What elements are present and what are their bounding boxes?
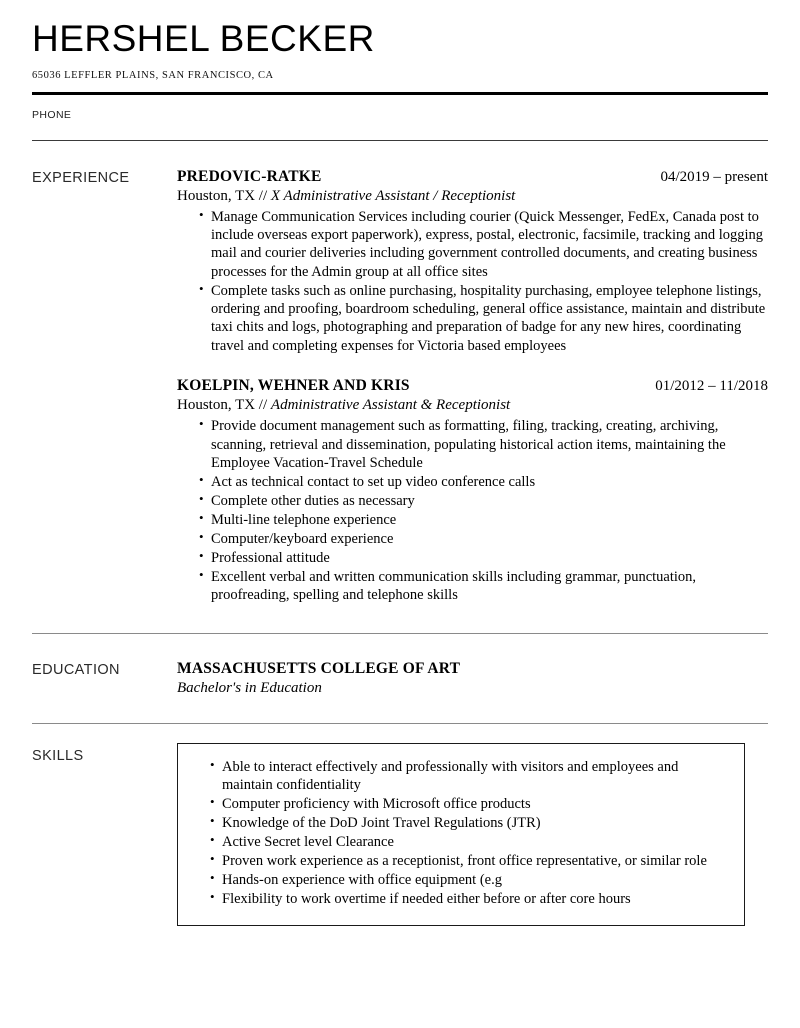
experience-section-label: EXPERIENCE [32, 169, 130, 186]
job-company: PREDOVIC-RATKE [177, 167, 322, 185]
job-bullet: • Computer/keyboard experience [199, 530, 768, 548]
job-dates: 04/2019 – present [660, 168, 768, 185]
job-bullet: • Excellent verbal and written communication skills including grammar, punctuation, proofreading, spelling and telephone skills [199, 568, 768, 605]
job-bullets [177, 417, 768, 604]
education-school: MASSACHUSETTS COLLEGE OF ART [177, 659, 461, 677]
job-role: X Administrative Assistant / Receptionist [270, 187, 516, 204]
job-bullet: • Provide document management such as formatting, filing, tracking, creating, archiving, scanning, retrieval and dissemination, populating historical action items, maintaining the Employee Vacation-Travel Schedule [199, 417, 768, 472]
education-entry [177, 660, 768, 697]
experience-entries [177, 168, 768, 605]
skill-item: • Active Secret level Clearance [210, 833, 728, 851]
education-section [32, 634, 768, 723]
candidate-name: HERSHEL BECKER [32, 18, 375, 59]
skill-item: • Flexibility to work overtime if needed either before or after core hours [210, 890, 728, 908]
job-bullet: • Professional attitude [199, 549, 768, 567]
job-bullets [177, 208, 768, 356]
education-entries [177, 660, 768, 697]
skill-item: • Knowledge of the DoD Joint Travel Regulations (JTR) [210, 814, 728, 832]
job-header [177, 168, 768, 186]
job-bullet: • Complete other duties as necessary [199, 492, 768, 510]
skills-body [177, 746, 768, 926]
skill-item: • Able to interact effectively and professionally with visitors and employees and maintain confidentiality [210, 758, 728, 795]
skills-box [177, 743, 745, 926]
job-dates: 01/2012 – 11/2018 [655, 378, 768, 395]
skill-item: • Hands-on experience with office equipment (e.g [210, 871, 728, 889]
job-bullet: • Complete tasks such as online purchasing, hospitality purchasing, employee telephone listings, ordering and proofing, boardroom scheduling, general office assistance, maintain and distribute taxi chits and logs, photographing and preparation of badge for any new hires, coordinating travel and completing expenses for Victoria based employees [199, 282, 768, 356]
job-company: KOELPIN, WEHNER AND KRIS [177, 377, 410, 395]
job-bullet: • Manage Communication Services including courier (Quick Messenger, FedEx, Canada post to include overseas export paperwork), express, postal, electronic, facsimile, tracking and logging mail and courier deliveries including government controlled documents, and creating business processes for the Admin group at all office sites [199, 208, 768, 282]
job-entry [177, 377, 768, 604]
skills-section [32, 724, 768, 926]
skill-item: • Proven work experience as a receptionist, front office representative, or similar role [210, 852, 728, 870]
skill-item: • Computer proficiency with Microsoft office products [210, 795, 728, 813]
phone-label: PHONE [32, 108, 72, 121]
job-header [177, 377, 768, 395]
job-role: Administrative Assistant & Receptionist [270, 397, 511, 414]
job-subtitle [177, 188, 768, 205]
skills-section-label: SKILLS [32, 747, 84, 764]
education-degree: Bachelor's in Education [177, 679, 322, 696]
experience-section [32, 141, 768, 633]
skills-list [194, 758, 728, 908]
resume-header [32, 0, 768, 81]
job-location: Houston, TX // [177, 187, 271, 204]
job-bullet: • Act as technical contact to set up video conference calls [199, 473, 768, 491]
job-subtitle [177, 397, 768, 414]
job-entry [177, 168, 768, 356]
candidate-address: 65036 LEFFLER PLAINS, SAN FRANCISCO, CA [32, 69, 274, 81]
education-section-label: EDUCATION [32, 661, 120, 678]
job-location: Houston, TX // [177, 397, 271, 414]
job-bullet: • Multi-line telephone experience [199, 511, 768, 529]
